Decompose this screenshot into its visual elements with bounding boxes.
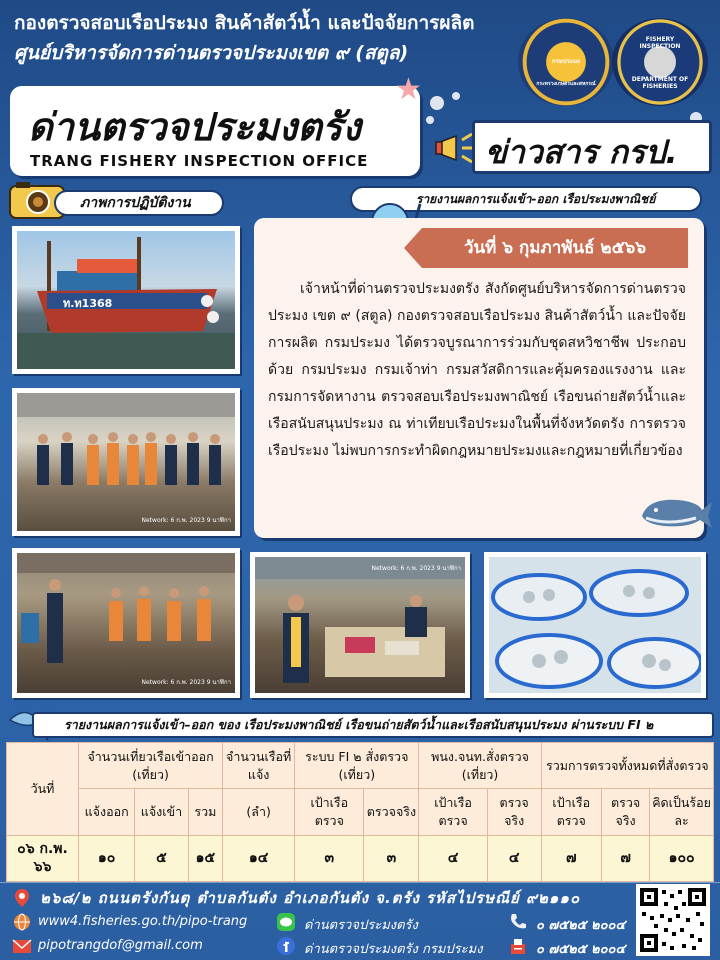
boat-hull-number: ท.ท1368	[63, 297, 113, 310]
photo-briefing	[12, 548, 240, 698]
qr-code[interactable]	[636, 884, 710, 956]
table-row	[7, 835, 714, 881]
logo-bottom-label: DEPARTMENT OF FISHERIES	[631, 76, 689, 90]
fish-baskets-illustration	[489, 557, 701, 693]
row-date: ๐๖ ก.พ. ๖๖	[7, 835, 79, 881]
table-subheader-row	[7, 789, 714, 835]
article-body: เจ้าหน้าที่ด่านตรวจประมงตรัง สังกัดศูนย์บริหารจัดการด่านตรวจประมง เขต ๙ (สตูล) กองตรวจสอบเรือประมง สินค้าสัตว์น้ำ และปัจจัยการผลิต กรมประมง ได้ตรวจบูรณาการร่วมกับชุดสหวิชาชีพ ประกอบด้วย กรมประมง กรมเจ้าท่า กรมสวัสดิการและคุ้มครองแรงงาน และกรมการจัดหางาน ตรวจสอบเรือประมงพาณิชย์ เรือขนถ่ายสัตว์น้ำและเรือสนับสนุนประมง ณ ท่าเทียบเรือประมงในพื้นที่จังหวัดตรัง การตรวจเรือประมง ไม่พบการกระทำผิดกฎหมายประมงและกฎหมายที่เกี่ยวข้อง	[268, 281, 686, 459]
line-account[interactable]: ด่านตรวจประมงตรัง	[304, 918, 418, 933]
center-name: ศูนย์บริหารจัดการด่านตรวจประมงเขต ๙ (สตูล)	[14, 42, 409, 64]
table-cell: ๗	[601, 835, 649, 881]
office-title-box	[10, 86, 420, 176]
boat-illustration	[17, 231, 235, 369]
article-card	[254, 218, 704, 538]
facebook-icon	[276, 936, 296, 956]
subheader-cell: (ลำ)	[223, 789, 295, 835]
report-section-label: รายงานผลการแจ้งเข้า-ออก เรือประมงพาณิชย์	[350, 186, 702, 212]
subheader-cell: เป้าเรือตรวจ	[295, 789, 364, 835]
email-icon	[12, 936, 32, 956]
table-header-row	[7, 743, 714, 789]
subheader-cell: ตรวจจริง	[601, 789, 649, 835]
photos-section-label: ภาพการปฏิบัติงาน	[54, 190, 224, 216]
table-cell: ๓	[364, 835, 419, 881]
facebook-page[interactable]: ด่านตรวจประมงตรัง กรมประมง	[304, 942, 483, 957]
whale-icon	[638, 486, 714, 530]
seal-sublabel: กระทรวงเกษตรและสหกรณ์	[536, 81, 596, 87]
website-link[interactable]: www4.fisheries.go.th/pipo-trang	[38, 914, 248, 929]
office-title: ด่านตรวจประมงตรัง	[28, 105, 361, 149]
decor-bubble	[426, 116, 434, 124]
photo-fishing-boat	[12, 226, 240, 374]
fax-number[interactable]: ๐ ๗๕๒๕ ๒๐๐๔	[536, 942, 626, 957]
fishery-inspection-logo	[612, 18, 708, 106]
table-cell: ๑๐	[79, 835, 135, 881]
photo-timestamp: Network: 6 ก.พ. 2023 9 นาฬิกา	[141, 679, 231, 686]
subheader-cell: แจ้งออก	[79, 789, 135, 835]
logo-top-label: FISHERY INSPECTION	[639, 36, 681, 50]
email-address[interactable]: pipotrangdof@gmail.com	[38, 938, 203, 953]
table-cell: ๑๕	[188, 835, 223, 881]
office-title-english: TRANG FISHERY INSPECTION OFFICE	[30, 152, 369, 170]
fax-icon	[508, 936, 528, 956]
header-total: รวมการตรวจทั้งหมดที่สั่งตรวจ	[541, 743, 713, 789]
table-cell: ๓	[295, 835, 364, 881]
table-cell: ๗	[541, 835, 601, 881]
photo-timestamp: Network: 6 ก.พ. 2023 9 นาฬิกา	[141, 517, 231, 524]
department-of-fisheries-seal	[518, 18, 614, 106]
globe-icon	[12, 912, 32, 932]
subheader-cell: รวม	[188, 789, 223, 835]
starfish-icon: ★	[395, 72, 422, 107]
table-cell: ๑๔	[223, 835, 295, 881]
table-cell: ๔	[419, 835, 487, 881]
inspection-report-table	[6, 742, 714, 882]
report-title-bar: รายงานผลการแจ้งเข้า–ออก ของ เรือประมงพาณิชย์ เรือขนถ่ายสัตว์น้ำและเรือสนับสนุนประมง ผ่านระบบ FI ๒	[32, 712, 714, 738]
department-name: กองตรวจสอบเรือประมง สินค้าสัตว์น้ำ และปัจจัยการผลิต	[14, 12, 475, 34]
table-cell: ๕	[135, 835, 188, 881]
phone-number[interactable]: ๐ ๗๕๒๕ ๒๐๐๔	[536, 918, 626, 933]
subheader-cell: ตรวจจริง	[364, 789, 419, 835]
photo-document-check	[250, 552, 470, 698]
article-date: วันที่ ๖ กุมภาพันธ์ ๒๕๖๖	[422, 228, 688, 268]
table-cell: ๔	[487, 835, 541, 881]
phone-icon	[508, 912, 528, 932]
location-pin-icon	[12, 888, 32, 908]
photo-timestamp: Network: 6 ก.พ. 2023 9 นาฬิกา	[371, 565, 461, 572]
header-date: วันที่	[7, 743, 79, 836]
news-label: ข่าวสาร กรป.	[485, 133, 678, 171]
decor-bubble	[430, 96, 444, 110]
subheader-cell: เป้าเรือตรวจ	[419, 789, 487, 835]
subheader-cell: แจ้งเข้า	[135, 789, 188, 835]
header-fi2: ระบบ FI ๒ สั่งตรวจ (เที่ยว)	[295, 743, 419, 789]
briefing-illustration	[17, 553, 235, 693]
seal-label: กรมประมง	[552, 58, 580, 65]
header-boats: จำนวนเรือที่แจ้ง	[223, 743, 295, 789]
news-banner	[472, 120, 712, 174]
photo-fish-baskets	[484, 552, 706, 698]
team-illustration	[17, 393, 235, 531]
subheader-cell: คิดเป็นร้อยละ	[650, 789, 714, 835]
line-app-icon	[276, 912, 296, 932]
subheader-cell: เป้าเรือตรวจ	[541, 789, 601, 835]
document-check-illustration	[255, 557, 465, 693]
subheader-cell: ตรวจจริง	[487, 789, 541, 835]
footer-divider	[0, 882, 720, 883]
photo-inspection-team	[12, 388, 240, 536]
qr-code-pattern	[640, 888, 706, 952]
footer-address: ๒๖๘/๒ ถนนตรังกันตุ ตำบลกันตัง อำเภอกันตัง จ.ตรัง รหัสไปรษณีย์ ๙๒๑๑๐	[40, 889, 581, 907]
header-trips: จำนวนเที่ยวเรือเข้าออก (เที่ยว)	[79, 743, 223, 789]
header-officer: พนง.จนท.สั่งตรวจ (เที่ยว)	[419, 743, 541, 789]
decor-bubble	[452, 92, 460, 100]
table-cell: ๑๐๐	[650, 835, 714, 881]
